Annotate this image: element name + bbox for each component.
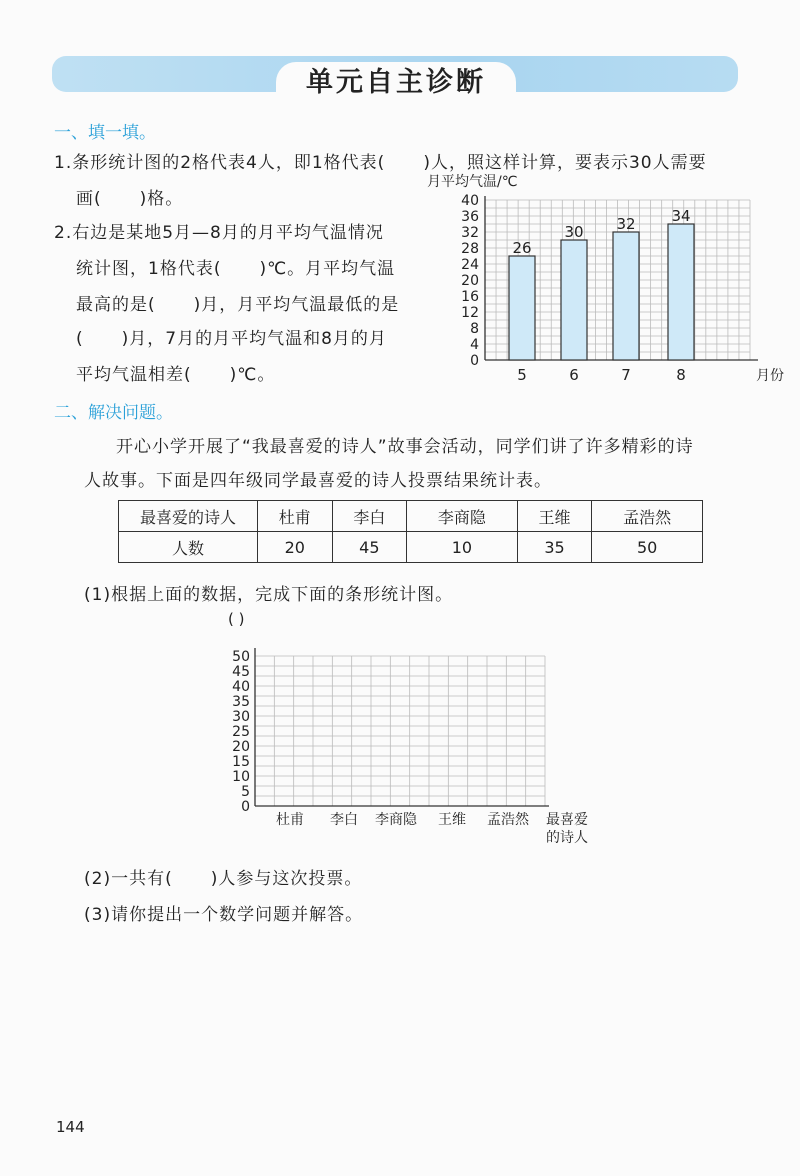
y-tick-label: 35 <box>232 694 250 710</box>
y-tick-label: 0 <box>241 799 250 815</box>
y-tick-label: 40 <box>461 193 479 209</box>
x-tick-label: 6 <box>569 366 579 384</box>
table-cell: 最喜爱的诗人 <box>119 501 258 532</box>
vote-bar-chart <box>210 606 610 856</box>
data-label: 30 <box>564 223 584 241</box>
x-tick-label: 王维 <box>438 812 466 828</box>
y-tick-label: 45 <box>232 664 250 680</box>
chart-title: ( ) <box>228 610 245 628</box>
vote-table <box>118 500 703 563</box>
table-cell: 李商隐 <box>407 501 518 532</box>
y-tick-label: 36 <box>461 209 479 225</box>
question-1-line-2: 画( )格。 <box>76 189 184 209</box>
sub-question-1: (1)根据上面的数据，完成下面的条形统计图。 <box>84 585 454 605</box>
temperature-bar-chart <box>425 168 784 388</box>
question-2-line-5: 平均气温相差( )℃。 <box>76 365 276 385</box>
y-tick-label: 32 <box>461 225 479 241</box>
y-tick-label: 15 <box>232 754 250 770</box>
x-tick-label: 7 <box>621 366 631 384</box>
table-cell: 10 <box>407 532 518 563</box>
x-axis-label-line-1: 最喜爱 <box>546 812 588 828</box>
data-label: 26 <box>512 239 532 257</box>
question-2-line-1: 2.右边是某地5月—8月的月平均气温情况 <box>54 223 384 243</box>
table-cell: 杜甫 <box>258 501 333 532</box>
question-2-line-4: ( )月，7月的月平均气温和8月的月 <box>76 329 387 349</box>
x-axis-label: 月份 <box>756 368 784 384</box>
y-tick-label: 25 <box>232 724 250 740</box>
bar-8 <box>668 224 694 360</box>
x-tick-label: 5 <box>517 366 527 384</box>
table-cell: 人数 <box>119 532 258 563</box>
bar-5 <box>509 256 535 360</box>
y-tick-label: 8 <box>470 321 479 337</box>
table-header-row <box>119 501 703 532</box>
y-tick-label: 30 <box>232 709 250 725</box>
table-cell: 李白 <box>332 501 407 532</box>
sub-question-3: (3)请你提出一个数学问题并解答。 <box>84 905 364 925</box>
sub-question-2: (2)一共有( )人参与这次投票。 <box>84 869 363 889</box>
table-cell: 王维 <box>517 501 592 532</box>
y-tick-label: 12 <box>461 305 479 321</box>
x-axis-label-line-2: 的诗人 <box>546 830 588 846</box>
y-tick-label: 20 <box>461 273 479 289</box>
y-tick-label: 0 <box>470 353 479 369</box>
data-label: 34 <box>671 207 691 225</box>
x-tick-label: 孟浩然 <box>487 812 529 828</box>
page-number: 144 <box>56 1118 85 1136</box>
y-tick-label: 4 <box>470 337 479 353</box>
y-axis-label: 月平均气温/℃ <box>427 174 518 190</box>
y-tick-label: 20 <box>232 739 250 755</box>
x-tick-label: 李白 <box>330 812 358 828</box>
table-cell: 35 <box>517 532 592 563</box>
intro-line-1: 开心小学开展了“我最喜爱的诗人”故事会活动，同学们讲了许多精彩的诗 <box>116 437 694 457</box>
page-title: 单元自主诊断 <box>306 67 486 98</box>
table-cell: 45 <box>332 532 407 563</box>
table-cell: 50 <box>592 532 703 563</box>
y-tick-label: 16 <box>461 289 479 305</box>
bar-7 <box>613 232 639 360</box>
question-1-line-1: 1.条形统计图的2格代表4人，即1格代表( )人，照这样计算，要表示30人需要 <box>54 153 707 173</box>
y-tick-label: 10 <box>232 769 250 785</box>
table-cell: 20 <box>258 532 333 563</box>
y-tick-label: 28 <box>461 241 479 257</box>
intro-line-2: 人故事。下面是四年级同学最喜爱的诗人投票结果统计表。 <box>84 471 552 491</box>
section-title-fill: 一、填一填。 <box>54 123 156 143</box>
y-tick-label: 40 <box>232 679 250 695</box>
question-2-line-3: 最高的是( )月，月平均气温最低的是 <box>76 295 400 315</box>
y-tick-label: 5 <box>241 784 250 800</box>
question-2-line-2: 统计图，1格代表( )℃。月平均气温 <box>76 259 396 279</box>
y-tick-label: 24 <box>461 257 479 273</box>
data-label: 32 <box>616 215 636 233</box>
bar-6 <box>561 240 587 360</box>
x-tick-label: 杜甫 <box>276 812 304 828</box>
table-cell: 孟浩然 <box>592 501 703 532</box>
section-title-solve: 二、解决问题。 <box>54 403 173 423</box>
table-row <box>119 532 703 563</box>
x-tick-label: 8 <box>676 366 686 384</box>
x-tick-label: 李商隐 <box>375 812 417 828</box>
y-tick-label: 50 <box>232 649 250 665</box>
